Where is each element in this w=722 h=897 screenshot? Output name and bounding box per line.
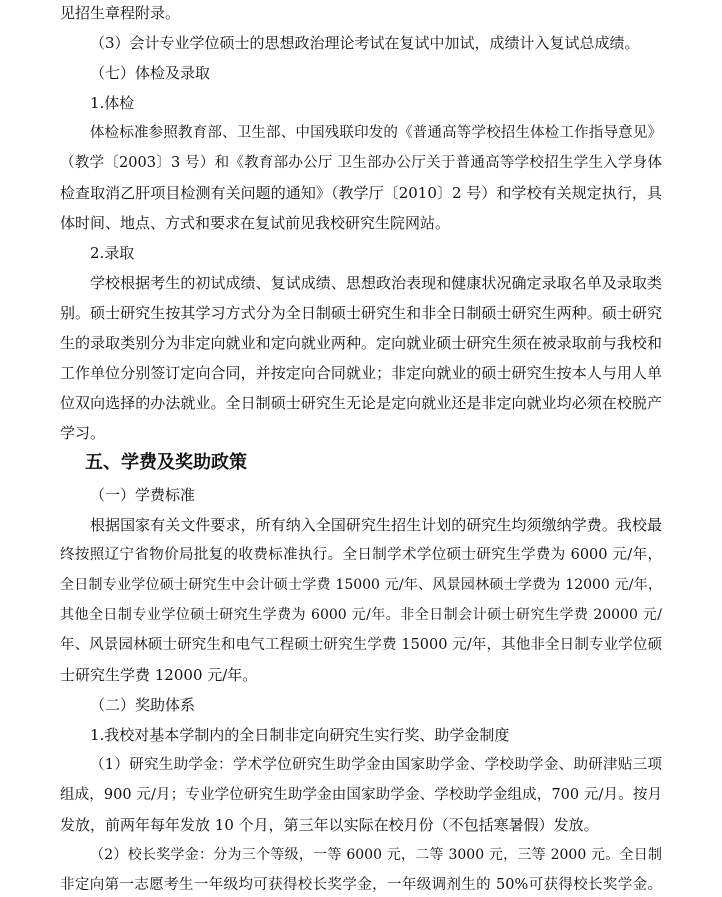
paragraph-line: 别。硕士研究生按其学习方式分为全日制硕士研究生和非全日制硕士研究生两种。硕士研究 bbox=[60, 304, 662, 322]
paragraph-line: 体检标准参照教育部、卫生部、中国残联印发的《普通高等学校招生体检工作指导意见》 bbox=[90, 125, 662, 141]
paragraph-line: 见招生章程附录。 bbox=[60, 4, 181, 22]
item-heading: 1.体检 bbox=[90, 94, 135, 112]
section-heading: 五、学费及奖助政策 bbox=[85, 452, 247, 473]
paragraph-line: 终按照辽宁省物价局批复的收费标准执行。全日制学术学位硕士研究生学费为 6000 元/年， bbox=[60, 547, 662, 563]
paragraph-line: 位双向选择的办法就业。全日制硕士研究生无论是定向就业还是非定向就业均必须在校脱产 bbox=[60, 394, 662, 412]
paragraph-line: （3）会计专业学位硕士的思想政治理论考试在复试中加试，成绩计入复试总成绩。 bbox=[90, 34, 640, 52]
subsection-heading: （七）体检及录取 bbox=[90, 64, 211, 82]
item-heading: 2.录取 bbox=[90, 244, 135, 262]
paragraph-line: 非定向第一志愿考生一年级均可获得校长奖学金，一年级调剂生的 50%可获得校长奖学金。 bbox=[60, 877, 662, 893]
paragraph-line: 检查取消乙肝项目检测有关问题的通知》（教学厅〔2010〕2 号）和学校有关规定执行，具 bbox=[60, 184, 662, 202]
paragraph-line: 学校根据考生的初试成绩、复试成绩、思想政治表现和健康状况确定录取名单及录取类 bbox=[90, 274, 662, 292]
subsection-heading: （二）奖助体系 bbox=[90, 696, 196, 714]
paragraph-line: 生的录取类别分为非定向就业和定向就业两种。定向就业硕士研究生须在被录取前与我校和 bbox=[60, 334, 662, 352]
paragraph-line: 根据国家有关文件要求，所有纳入全国研究生招生计划的研究生均须缴纳学费。我校最 bbox=[90, 516, 662, 534]
paragraph-line: 工作单位分别签订定向合同，并按定向合同就业；非定向就业的硕士研究生按本人与用人单 bbox=[60, 364, 662, 382]
paragraph-line: 发放，前两年每年发放 10 个月，第三年以实际在校月份（不包括寒暑假）发放。 bbox=[60, 816, 599, 834]
paragraph-line: （1）研究生助学金：学术学位研究生助学金由国家助学金、学校助学金、助研津贴三项 bbox=[90, 757, 662, 773]
paragraph-line: 体时间、地点、方式和要求在复试前见我校研究生院网站。 bbox=[60, 214, 451, 232]
paragraph-line: 全日制专业学位硕士研究生中会计硕士学费 15000 元/年、风景园林硕士学费为 12000 元/年， bbox=[60, 577, 662, 593]
paragraph-line: 其他全日制专业学位硕士研究生学费为 6000 元/年。非全日制会计硕士研究生学费 20000 元/ bbox=[60, 607, 662, 623]
item-heading: 1.我校对基本学制内的全日制非定向研究生实行奖、助学金制度 bbox=[90, 726, 510, 744]
subsection-heading: （一）学费标准 bbox=[90, 486, 196, 504]
paragraph-line: （教学〔2003〕3 号）和《教育部办公厅 卫生部办公厅关于普通高等学校招生学生入学身体 bbox=[60, 155, 662, 171]
paragraph-line: 组成，900 元/月；专业学位研究生助学金由国家助学金、学校助学金组成，700 元/月。按月 bbox=[60, 787, 662, 803]
paragraph-line: 年、风景园林硕士研究生和电气工程硕士研究生学费 15000 元/年，其他非全日制专业学位硕 bbox=[60, 637, 662, 653]
paragraph-line: 士研究生学费 12000 元/年。 bbox=[60, 666, 258, 684]
paragraph-line: （2）校长奖学金：分为三个等级，一等 6000 元，二等 3000 元，三等 2000 元。全日制 bbox=[90, 847, 662, 863]
paragraph-line: 学习。 bbox=[60, 424, 106, 442]
